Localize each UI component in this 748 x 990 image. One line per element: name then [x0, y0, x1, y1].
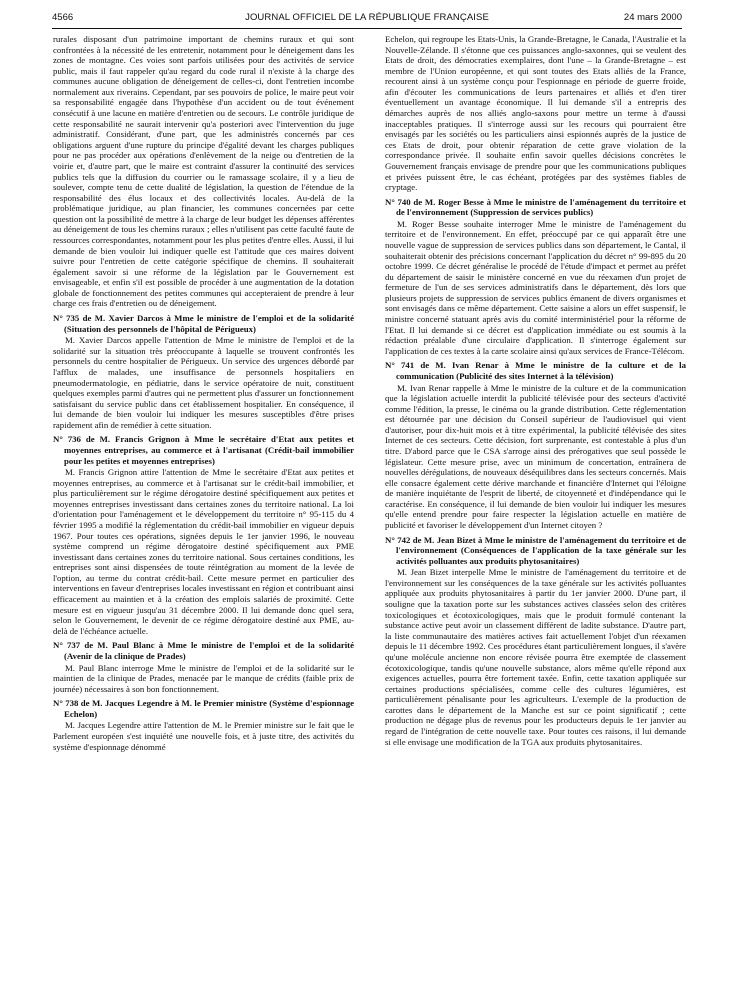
- journal-title: JOURNAL OFFICIEL DE LA RÉPUBLIQUE FRANÇAISE: [245, 12, 489, 23]
- issue-date: 24 mars 2000: [623, 12, 682, 23]
- page-number: 4566: [52, 12, 74, 23]
- question-heading-label: N° 738 de M. Jacques Legendre à M. le Premier ministre: [53, 698, 267, 709]
- question-735: [53, 313, 354, 430]
- question-heading: [385, 360, 686, 381]
- continuation-paragraph: Echelon, qui regroupe les Etats-Unis, la Grande-Bretagne, le Canada, l'Australie et la Nouvelle-Zélande. Il s'étonne que ces puissances anglo-saxonnes, qui se veulent des Etats de droit, des démocraties exemplaires, dont l'une – la Grande-Bretagne – est membre de l'Union européenne, et qui sont toutes des Etats alliés de la France, recourent ainsi à un système conçu pour l'espionnage en période de guerre froide, afin d'écouter les communications de leurs partenaires et alliés et d'en tirer éventuellement un avantage économique. Il lui demande s'il a entrepris des démarches auprès de nos alliés anglo-saxons pour mettre un terme à d'aussi inacceptables pratiques. Il s'interroge aussi sur les recours qui pourraient être envisagés par les sociétés ou les particuliers ainsi espionnés auprès de la justice de ces Etats de droit, pour obtenir réparation de cette grave violation de la correspondance privée. Il souhaite enfin savoir quelles décisions concrètes le Gouvernement français envisage de prendre pour que les communications publiques et privées puissent être, le cas échéant, protégées par des systèmes fiables de cryptage.: [385, 34, 686, 193]
- question-body: M. Jacques Legendre attire l'attention de M. le Premier ministre sur le fait que le Parlement européen s'est inquiété une nouvelle fois, et à juste titre, des activités du système d'espionnage dénommé: [53, 720, 354, 752]
- question-heading-label: N° 736 de M. Francis Grignon à Mme le secrétaire d'Etat aux petites et moyennes entreprises, au commerce et à l'artisanat: [53, 434, 354, 455]
- question-heading: [385, 535, 686, 567]
- question-body: M. Ivan Renar rappelle à Mme le ministre de la culture et de la communication que la législation actuelle interdit la publicité télévisée pour des secteurs d'activité comme l'édition, la presse, le cinéma ou la grande distribution. Cette réglementation est détournée par une décision du Conseil supérieur de l'audiovisuel qui vient d'autoriser, pour dix-huit mois et à titre expérimental, la publicité télévisée des sites Internet de ces secteurs. Cette décision, fort surprenante, est contestable à plus d'un titre. D'abord parce que le CSA s'arroge ainsi des prérogatives que seul possède le législateur. Cette mesure prise, avec un minimum de concertation, entraînera de nouvelles dérégulations, de nouveaux déséquilibres dans les secteurs concernés. Mais elle consacre également cette dérive marchande et financière d'Internet qui l'éloigne de manière inquiétante de l'esprit de liberté, de citoyenneté et d'indépendance qui le caractérise. En conséquence, il lui demande de bien vouloir lui indiquer les mesures qu'elle entend prendre pour faire respecter la législation actuelle en matière de publicité et favoriser le développement d'un Internet citoyen ?: [385, 382, 686, 531]
- question-heading-label: N° 735 de M. Xavier Darcos à Mme le ministre de l'emploi et de la solidarité: [53, 313, 354, 324]
- question-heading-label: N° 740 de M. Roger Besse à Mme le ministre de l'aménagement du territoire et de l'environnement: [385, 196, 686, 218]
- question-heading: [53, 640, 354, 661]
- question-heading: [385, 197, 686, 218]
- question-heading-subject: (Conséquences de l'application de la taxe générale sur les activités polluantes aux produits phytosanitaires): [396, 545, 686, 566]
- question-heading-label: N° 737 de M. Paul Blanc à Mme le ministre de l'emploi et de la solidarité: [53, 640, 354, 651]
- question-738: [53, 698, 354, 752]
- question-740: [385, 197, 686, 357]
- question-heading: [53, 434, 354, 466]
- question-heading-subject: (Système d'espionnage Echelon): [64, 698, 354, 719]
- question-body: M. Roger Besse souhaite interroger Mme le ministre de l'aménagement du territoire et de l'environnement. En effet, préoccupé par ce qui apparaît être une nouvelle vague de suppression de services publics dans son département, le Cantal, il souhaiterait obtenir des précisions concernant l'application du décret n° 99-895 du 20 octobre 1999. Ce décret généralise le procédé de l'étude d'impact et permet au préfet du département de saisir le ministère concerné en vue du réexamen d'un projet de fermeture de l'un de ses services administratifs dans le département, dès lors que plusieurs projets de suppression de services publics émanent de divers organismes et sont envisagés dans ce même département. Cette saisine a alors un effet suspensif, le ministre concerné statuant après avis du comité interministériel pour la réforme de l'Etat. Il lui demande si ce décret est d'application immédiate ou est soumis à la rédaction préalable d'une circulaire d'application. Il s'interroge également sur l'application de ces textes à la carte scolaire ainsi qu'aux services de France-Télécom.: [385, 218, 686, 356]
- question-737: [53, 640, 354, 694]
- question-body: M. Francis Grignon attire l'attention de Mme le secrétaire d'Etat aux petites et moyennes entreprises, au commerce et à l'artisanat sur le crédit-bail immobilier, et plus particulièrement sur le régime dérogatoire destiné spécifiquement aux petites et moyennes entreprises investissant dans certaines zones du territoire national. La loi d'orientation pour l'aménagement et le développement du territoire n° 95-115 du 4 février 1995 a modifié la réglementation du crédit-bail immobilier en vigueur depuis 1967. Pour toutes ces opérations, signées depuis le 1er janvier 1996, le nouveau système comprend un régime dérogatoire destiné spécifiquement aux PME investissant dans certaines zones du territoire national. Sous certaines conditions, les entreprises sont ainsi dispensées de toute réintégration au moment de la levée de l'option, au terme du contrat crédit-bail. Cette mesure permet en particulier des interventions en faveur d'entreprises locales investissant en région et contribuant ainsi efficacement au maintien et à la création des emplois salariés de proximité. Cette mesure est en vigueur jusqu'au 31 décembre 2000. Il lui demande donc quel sera, selon le Gouvernement, le devenir de ce régime dérogatoire destiné aux PME, au-delà de l'échéance actuelle.: [53, 467, 354, 636]
- intro-paragraph: rurales disposant d'un patrimoine important de chemins ruraux et qui sont confrontées à la nécessité de les entretenir, notamment pour le déneigement dans les zones de montagne. Ces voies sont parfois utilisées pour des activités de service public, mais il faut rappeler qu'au regard du code rural il n'existe à la charge des communes aucune obligation de déneigement de celles-ci, dont l'entretien incombe normalement aux riverains. Cependant, par ses pouvoirs de police, le maire peut voir sa responsabilité engagée dans l'hypothèse d'un accident ou de tout événement consécutif à une lacune en matière d'entretien ou de secours. Le contrôle juridique de cette responsabilité ne saurait intervenir qu'a posteriori avec l'intervention du juge administratif. Considérant, d'une part, que les administrés concernés par ces obligations arguent d'une rupture du principe d'égalité devant les charges publiques pour ne pas procéder aux opérations d'enlèvement de la neige ou d'entretien de la voirie et, d'autre part, que le maire est contraint d'assurer la continuité des services publics tels que la diffusion du courrier ou le ramassage scolaire, il y a lieu de soulever, compte tenu de cette dualité de législation, la question de l'étendue de la responsabilité des élus locaux et des collectivités locales. Au-delà de la problématique juridique, au plan financier, les communes concernées par cette question ont la possibilité de mettre à la charge de leur budget les dépenses afférentes au déneigement de tous les chemins ruraux ; elles n'utilisent pas cette faculté faute de ressources correspondantes, notamment pour les plus petites d'entre elles. Aussi, il lui demande de bien vouloir lui indiquer quelle est l'attitude que ces maires doivent suivre pour l'entretien de cette catégorie spécifique de chemins. Il souhaiterait également savoir si une réforme de la législation par le Gouvernement est envisageable, et enfin s'il est possible de procéder à une augmentation de la dotation globale de fonctionnement des petites communes qui accepteraient de prendre à leur charge ces frais d'entretien ou de déneigement.: [53, 34, 354, 309]
- question-heading-subject: (Situation des personnels de l'hôpital de Périgueux): [64, 323, 256, 334]
- question-body: M. Paul Blanc interroge Mme le ministre de l'emploi et de la solidarité sur le maintien de la clinique de Prades, menacée par le manque de crédits (faible prix de journée) nécessaires à son bon fonctionnement.: [53, 662, 354, 694]
- question-body: M. Xavier Darcos appelle l'attention de Mme le ministre de l'emploi et de la solidarité sur la situation très préoccupante à laquelle se trouvent confrontés les personnels du centre hospitalier de Périgueux. Un service des urgences débordé par l'afflux de malades, une insuffisance de personnels hospitaliers en pneumodermatologie, en pédiatrie, dans le service opératoire de nuit, constituent quelques exemples parmi d'autres qui ne permettent plus d'assurer un fonctionnement satisfaisant du service public dans cet établissement hospitalier. En conséquence, il lui demande de bien vouloir lui indiquer les mesures susceptibles d'être prises rapidement afin de remédier à cette situation.: [53, 335, 354, 430]
- question-heading: [53, 698, 354, 719]
- question-body: M. Jean Bizet interpelle Mme le ministre de l'aménagement du territoire et de l'environnement sur les conséquences de la taxe générale sur les activités polluantes appliquée aux produits phytosanitaires à partir du 1er janvier 2000. D'une part, il souligne que la taxation porte sur les substances actives classées selon des critères toxicologiques et écotoxicologiques, mais que le produit formulé contenant la substance active peut avoir un classement différent de ladite substance. D'autre part, la liste communautaire des matières actives fait actuellement l'objet d'un réexamen depuis le 11 décembre 1992. Ces procédures étant particulièrement longues, il s'avère qu'une molécule ancienne non encore révisée pourra être exemptée de classement écotoxicologique, tandis qu'une nouvelle substance, alors même qu'elle répond aux exigences actuelles, pourra être fortement taxée. Enfin, cette taxation appliquée sur certaines productions spécialisées, comme celle des cultures légumières, est particulièrement pénalisante pour les agriculteurs. L'exemple de la production de carottes dans le département de la Manche est sur ce point significatif ; cette production ne dégage plus de revenus pour les producteurs depuis le 1er janvier au regard de l'intégration de cette nouvelle taxe. Pour toutes ces raisons, il lui demande si elle envisage une modification de la TGA aux produits phytosanitaires.: [385, 567, 686, 747]
- question-heading-subject: (Suppression de services publics): [470, 207, 594, 218]
- left-column: [53, 34, 354, 984]
- question-heading-label: N° 741 de M. Ivan Renar à Mme le ministre de la culture et de la communication: [385, 360, 686, 381]
- page-header: [52, 12, 682, 26]
- question-heading-label: N° 742 de M. Jean Bizet à Mme le ministre de l'aménagement du territoire et de l'environnement: [385, 534, 686, 556]
- question-heading-subject: (Avenir de la clinique de Prades): [64, 650, 186, 661]
- question-heading-subject: (Crédit-bail immobilier pour les petites et moyennes entreprises): [64, 444, 354, 466]
- question-742: [385, 535, 686, 748]
- header-rule: [52, 28, 682, 29]
- question-heading: [53, 313, 354, 334]
- question-736: [53, 434, 354, 636]
- question-741: [385, 360, 686, 530]
- right-column: [385, 34, 686, 984]
- question-heading-subject: (Publicité des sites Internet à la télévision): [456, 370, 614, 381]
